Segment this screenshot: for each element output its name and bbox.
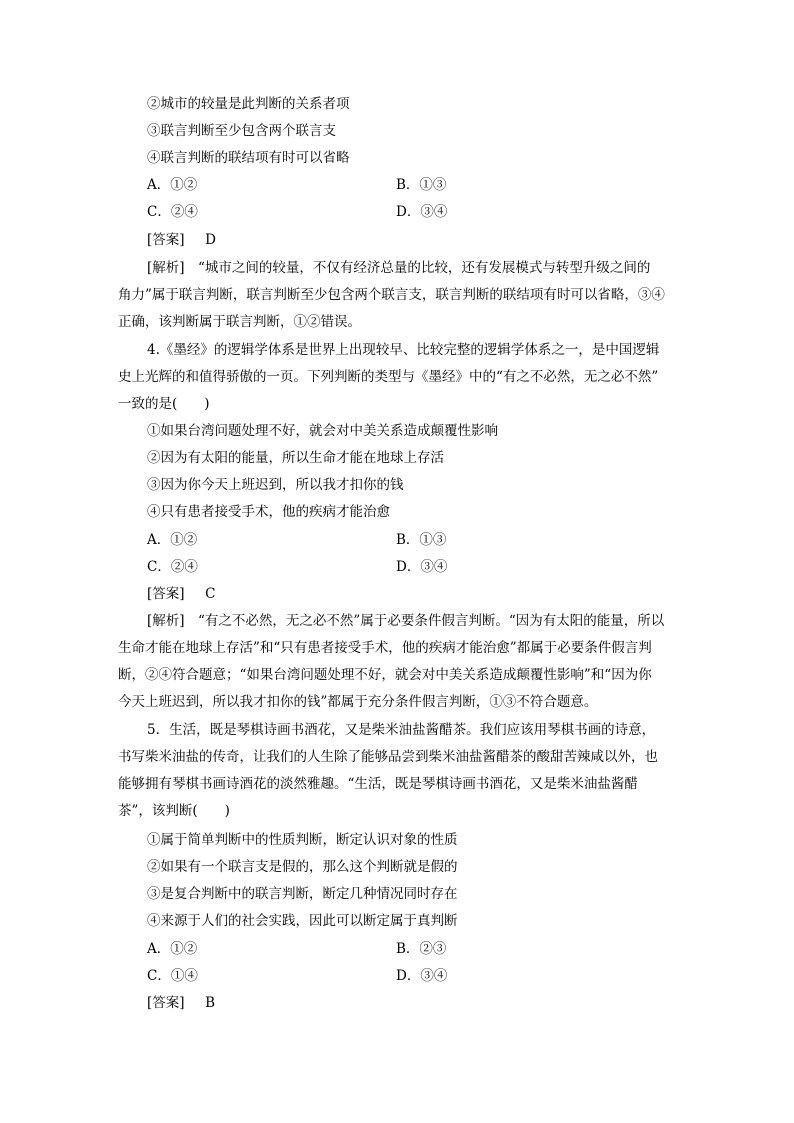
q4-option-c: C．②④ bbox=[147, 559, 198, 575]
answer-tag: [答案] bbox=[147, 586, 185, 602]
q4-item-3: ③因为你今天上班迟到，所以我才扣你的钱 bbox=[147, 477, 404, 493]
q4-stem-line-1: 4.《墨经》的逻辑学体系是世界上出现较早、比较完整的逻辑学体系之一，是中国逻辑 bbox=[147, 342, 660, 358]
q5-option-c: C．①④ bbox=[147, 968, 198, 984]
q3-item-4: ④联言判断的联结项有时可以省略 bbox=[147, 150, 350, 166]
q3-option-c: C．②④ bbox=[147, 204, 198, 220]
q3-option-b: B．①③ bbox=[396, 177, 447, 193]
q3-analysis-line-2: 角力”属于联言判断，联言判断至少包含两个联言支，联言判断的联结项有时可以省略，③④ bbox=[118, 287, 665, 303]
answer-tag: [答案] bbox=[147, 995, 185, 1011]
q4-item-4: ④只有患者接受手术，他的疾病才能治愈 bbox=[147, 504, 390, 520]
q4-analysis-line-4: 今天上班迟到，所以我才扣你的钱”都属于充分条件假言判断，①③不符合题意。 bbox=[118, 694, 598, 710]
q3-analysis-line-3: 正确，该判断属于联言判断，①②错误。 bbox=[118, 314, 361, 330]
q4-analysis-line-2: 生命才能在地球上存活”和“只有患者接受手术，他的疾病才能治愈”都属于必要条件假言判 bbox=[118, 640, 652, 656]
q5-item-2: ②如果有一个联言支是假的，那么这个判断就是假的 bbox=[147, 859, 458, 875]
q5-stem-line-2: 书写柴米油盐的传奇，让我们的人生除了能够品尝到柴米油盐酱醋茶的酸甜苦辣咸以外，也 bbox=[118, 749, 658, 765]
q5-stem-line-3: 能够拥有琴棋书画诗酒花的淡然雅趣。“生活，既是琴棋诗画书酒花，又是柴米油盐酱醋 bbox=[118, 776, 638, 792]
q4-stem-line-3: 一致的是( ) bbox=[118, 396, 210, 412]
q5-stem-line-4: 茶”，该判断( ) bbox=[118, 803, 230, 819]
answer-value: B bbox=[205, 995, 216, 1011]
q3-analysis-line-1: [解析] “城市之间的较量，不仅有经济总量的比较，还有发展模式与转型升级之间的 bbox=[147, 260, 651, 276]
answer-value: C bbox=[205, 586, 216, 602]
q4-option-b: B．①③ bbox=[396, 532, 447, 548]
q5-stem-line-1: 5．生活，既是琴棋诗画书酒花，又是柴米油盐酱醋茶。我们应该用琴棋书画的诗意， bbox=[147, 722, 656, 738]
q4-analysis-line-3: 断，②④符合题意；“如果台湾问题处理不好，就会对中美关系造成颠覆性影响”和“因为你 bbox=[118, 667, 652, 683]
q4-analysis-line-1: [解析] “有之不必然，无之必不然”属于必要条件假言判断。“因为有太阳的能量，所以 bbox=[147, 613, 665, 629]
q5-option-a: A．①② bbox=[147, 941, 198, 957]
q3-answer bbox=[147, 230, 216, 250]
answer-tag: [答案] bbox=[147, 232, 185, 248]
q5-answer bbox=[147, 993, 215, 1013]
q5-option-d: D．③④ bbox=[396, 968, 448, 984]
q5-option-b: B．②③ bbox=[396, 941, 447, 957]
q5-item-4: ④来源于人们的社会实践，因此可以断定属于真判断 bbox=[147, 913, 458, 929]
q4-item-1: ①如果台湾问题处理不好，就会对中美关系造成颠覆性影响 bbox=[147, 423, 498, 439]
q4-option-a: A．①② bbox=[147, 532, 198, 548]
q5-item-3: ③是复合判断中的联言判断，断定几种情况同时存在 bbox=[147, 886, 458, 902]
answer-value: D bbox=[205, 232, 216, 248]
q4-item-2: ②因为有太阳的能量，所以生命才能在地球上存活 bbox=[147, 450, 444, 466]
q5-item-1: ①属于简单判断中的性质判断，断定认识对象的性质 bbox=[147, 832, 458, 848]
q4-answer bbox=[147, 584, 215, 604]
q3-item-2: ②城市的较量是此判断的关系者项 bbox=[147, 96, 350, 112]
q4-option-d: D．③④ bbox=[396, 559, 448, 575]
q4-stem-line-2: 史上光辉的和值得骄傲的一页。下列判断的类型与《墨经》中的“有之不必然，无之必不然” bbox=[118, 369, 659, 385]
q3-option-a: A．①② bbox=[147, 177, 198, 193]
q3-item-3: ③联言判断至少包含两个联言支 bbox=[147, 123, 336, 139]
q3-option-d: D．③④ bbox=[396, 204, 448, 220]
